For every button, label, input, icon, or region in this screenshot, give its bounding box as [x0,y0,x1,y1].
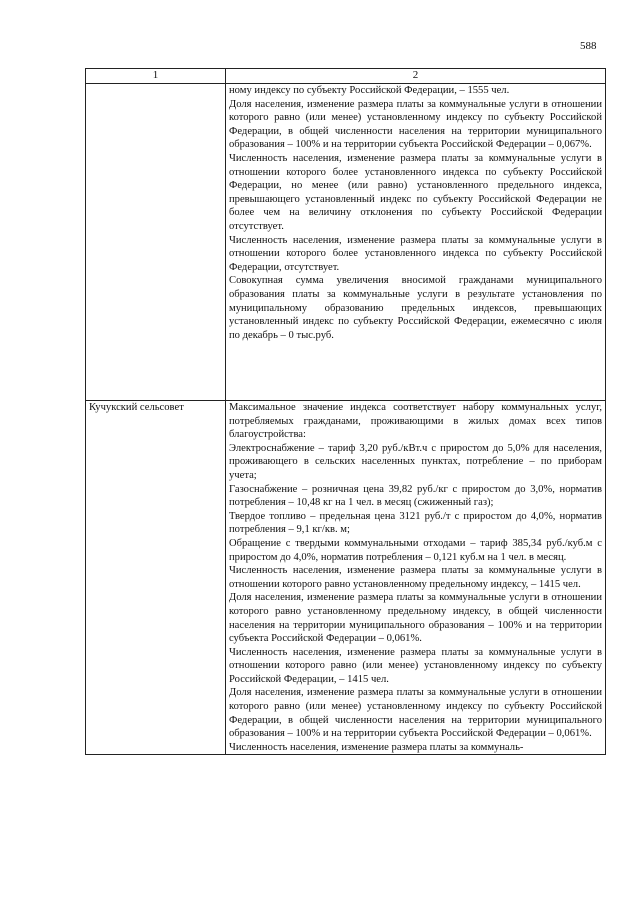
paragraph: Доля населения, изменение размера платы за коммунальные услуги в отношении которого равно установленному предельному индексу, в общей численности населения на территории муниципального образования – 100% и на территории субъекта Российской Федерации – 0,061%. [229,592,602,645]
paragraph: Обращение с твердыми коммунальными отходами – тариф 385,34 руб./куб.м с приростом до 4,0%, норматив потребления – 0,121 куб.м на 1 чел. в месяц. [229,537,602,563]
paragraph: Максимальное значение индекса соответствует набору коммунальных услуг, потребляемых гражданами, проживающими в жилых домах всех типов благоустройства: [229,402,602,441]
paragraph: Газоснабжение – розничная цена 39,82 руб./кг с приростом до 3,0%, норматив потребления – 10,48 кг на 1 чел. в месяц (сжиженный газ); [229,483,602,509]
description-cell [226,401,606,755]
description-cell [226,84,606,401]
column-header-2: 2 [226,69,606,84]
municipality-cell: Кучукский сельсовет [86,401,226,755]
paragraph: ному индексу по субъекту Российской Федерации, – 1555 чел. [229,85,510,96]
table-header-row [86,69,606,84]
paragraph: Твердое топливо – предельная цена 3121 руб./т с приростом до 4,0%, норматив потребления – 9,1 кг/кв. м; [229,510,602,536]
municipality-cell [86,84,226,401]
table-row [86,401,606,755]
column-header-1: 1 [86,69,226,84]
paragraph: Численность населения, изменение размера платы за коммунальные услуги в отношении которого более установленного индекса по субъекту Российской Федерации, но менее (или равно) установленного предельного индекса, превышающего установленный индекс по субъекту Российской Федерации не более чем на величину отклонения по субъекту Российской Федерации отсутствует. [229,152,602,232]
paragraph: Численность населения, изменение размера платы за коммуналь- [229,741,524,753]
document-table [85,68,606,755]
paragraph: Численность населения, изменение размера платы за коммунальные услуги в отношении которого более установленного индекса по субъекту Российской Федерации, отсутствует. [229,234,602,273]
paragraph: Численность населения, изменение размера платы за коммунальные услуги в отношении которого равно установленному предельному индексу, – 1415 чел. [229,565,602,590]
page-number: 588 [580,40,597,52]
paragraph: Численность населения, изменение размера платы за коммунальные услуги в отношении которого равно (или менее) установленному индексу по субъекту Российской Федерации, – 1415 чел. [229,646,602,685]
table-row [86,84,606,401]
paragraph: Доля населения, изменение размера платы за коммунальные услуги в отношении которого равно (или менее) установленному индексу по субъекту Российской Федерации, в общей численности населения на территории муниципального образования – 100% и на территории субъекта Российской Федерации – 0,061%. [229,687,602,740]
paragraph: Электроснабжение – тариф 3,20 руб./кВт.ч с приростом до 5,0% для населения, проживающего в сельских населенных пунктах, потребление – по приборам учета; [229,442,602,481]
paragraph: Доля населения, изменение размера платы за коммунальные услуги в отношении которого равно (или менее) установленному индексу по субъекту Российской Федерации, в общей численности населения на территории муниципального образования – 100% и на территории субъекта Российской Федерации – 0,067%. [229,98,602,151]
paragraph: Совокупная сумма увеличения вносимой гражданами муниципального образования платы за коммунальные услуги в результате установления по муниципальному образованию предельных индексов, превышающих установленный индекс по субъекту Российской Федерации, ежемесячно с июля по декабрь – 0 тыс.руб. [229,275,602,341]
